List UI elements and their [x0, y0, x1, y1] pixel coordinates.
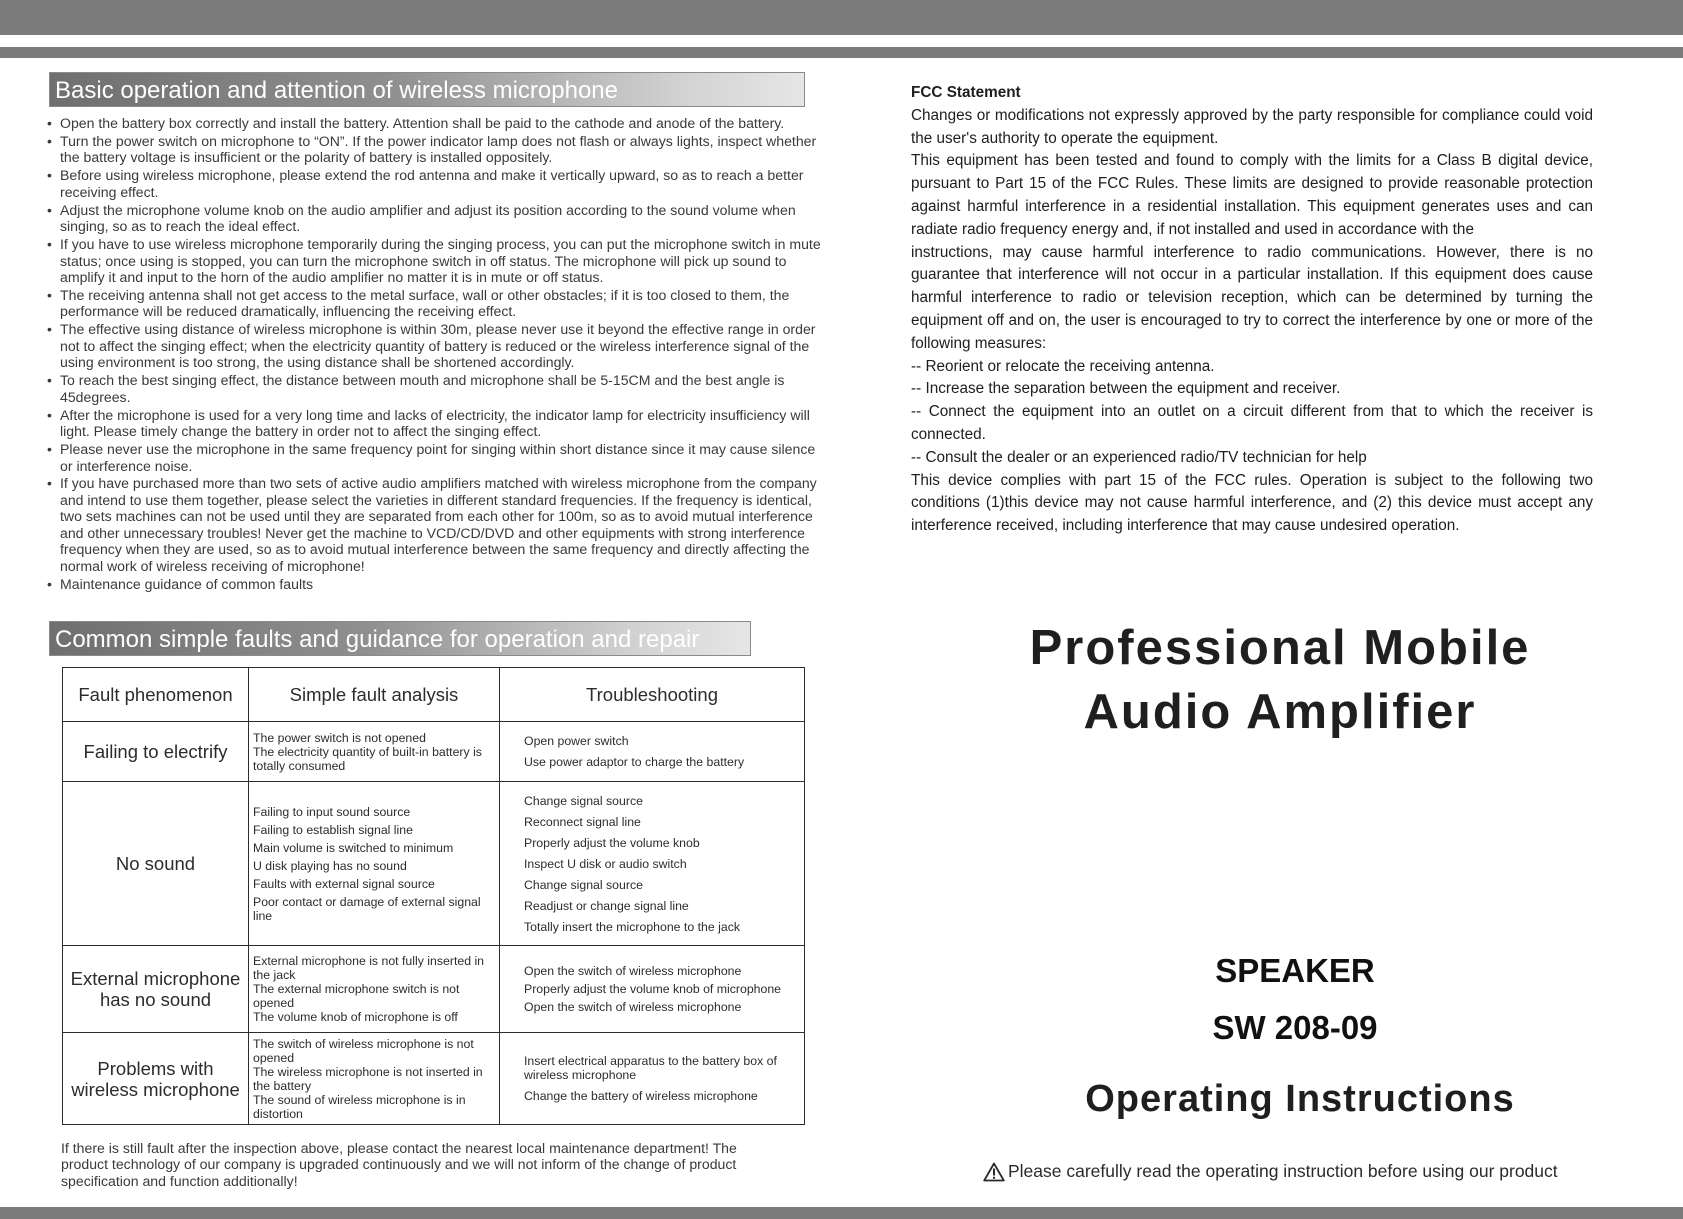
troubleshooting-line: Reconnect signal line	[524, 814, 641, 829]
section-heading-common-faults: Common simple faults and guidance for operation and repair	[49, 621, 751, 656]
bullet-item: • To reach the best singing effect, the distance between mouth and microphone shall be 5-15CM and the best angle is 45degrees.	[47, 372, 822, 405]
troubleshooting-cell	[500, 1033, 805, 1125]
bullet-item: • If you have to use wireless microphone temporarily during the singing process, you can put the microphone switch in mute status; once using is stopped, you can turn the microphone switch in off status. The microphone will pick up sound to amplify it and input to the horn of the audio amplifier no matter it is in mute or off status.	[47, 236, 822, 286]
maintenance-contact-note: If there is still fault after the inspection above, please contact the nearest local maintenance department! The product technology of our company is upgraded continuously and we will not inform of the change of product specification and function additionally!	[61, 1140, 737, 1189]
analysis-line: The switch of wireless microphone is not opened	[253, 1036, 474, 1065]
table-row	[63, 1033, 805, 1125]
troubleshooting-line: Change the battery of wireless microphone	[524, 1089, 758, 1103]
section-heading-basic-operation: Basic operation and attention of wireless microphone	[49, 72, 805, 107]
product-title-line-1: Professional Mobile	[1029, 621, 1531, 675]
fault-phenomenon-cell: Problems with wireless microphone	[63, 1033, 249, 1125]
operating-instructions-title: Operating Instructions	[1085, 1078, 1515, 1120]
fcc-paragraph: This equipment has been tested and found to comply with the limits for a Class B digital device, pursuant to Part 15 of the FCC Rules. These limits are designed to provide reasonable protection against harmful interference in a residential installation. This equipment generates uses and can radiate radio frequency energy and, if not installed and used in accordance with the	[911, 152, 1593, 238]
troubleshooting-line: Change signal source	[524, 793, 643, 808]
top-band	[0, 0, 1683, 35]
troubleshooting-line: Readjust or change signal line	[524, 898, 689, 913]
troubleshooting-line: Insert electrical apparatus to the battery box of wireless microphone	[524, 1054, 777, 1082]
fault-analysis-cell	[249, 946, 500, 1033]
fcc-paragraph: instructions, may cause harmful interference to radio communications. However, there is no guarantee that interference will not occur in a particular installation. If this equipment does cause harmful interference to radio or television reception, which can be determined by turning the equipment off and on, the user is encouraged to try to correct the interference by one or more of the following measures:	[911, 243, 1593, 352]
fault-table	[62, 667, 805, 1125]
table-row	[63, 722, 805, 782]
troubleshooting-line: Totally insert the microphone to the jack	[524, 919, 740, 934]
bottom-band	[0, 1207, 1683, 1219]
analysis-line: The power switch is not opened	[253, 730, 426, 745]
analysis-line: Poor contact or damage of external signal line	[253, 894, 481, 923]
fcc-paragraph: -- Connect the equipment into an outlet on a circuit different from that to which the receiver is connected.	[911, 403, 1593, 443]
bullet-item: • Please never use the microphone in the same frequency point for singing within short distance since it may cause silence or interference noise.	[47, 441, 822, 474]
troubleshooting-line: Open the switch of wireless microphone	[524, 964, 742, 978]
troubleshooting-line: Inspect U disk or audio switch	[524, 856, 687, 871]
fcc-paragraph: -- Consult the dealer or an experienced radio/TV technician for help	[911, 448, 1367, 466]
column-header: Fault phenomenon	[63, 668, 249, 722]
analysis-line: The sound of wireless microphone is in distortion	[253, 1092, 466, 1121]
analysis-line: Faults with external signal source	[253, 876, 435, 891]
bullet-item: • Open the battery box correctly and install the battery. Attention shall be paid to the cathode and anode of the battery.	[47, 115, 822, 132]
bullet-item: • Before using wireless microphone, please extend the rod antenna and make it vertically upward, so as to reach a better receiving effect.	[47, 167, 822, 200]
analysis-line: Main volume is switched to minimum	[253, 840, 454, 855]
operation-bullet-list	[47, 115, 822, 594]
bullet-item: • If you have purchased more than two sets of active audio amplifiers matched with wireless microphone from the company and intend to use them together, please select the varieties in different standard frequencies. If the frequency is identical, two sets machines can not be used until they are separated from each other for 100m, so as to avoid mutual interference and other unnecessary troubles! Never get the machine to VCD/CD/DVD and other equipments with strong interference frequency when they are used, so as to avoid mutual interference between the same frequency and directly affecting the normal work of wireless receiving of microphone!	[47, 475, 822, 574]
fcc-paragraph: This device complies with part 15 of the FCC rules. Operation is subject to the following two conditions (1)this device may not cause harmful interference, and (2) this device must accept any interference received, including interference that may cause undesired operation.	[911, 471, 1593, 535]
table-row	[63, 946, 805, 1033]
analysis-line: Failing to input sound source	[253, 804, 411, 819]
fault-analysis-cell	[249, 1033, 500, 1125]
fcc-paragraph: -- Reorient or relocate the receiving antenna.	[911, 357, 1215, 375]
table-header-row	[63, 668, 805, 722]
fcc-paragraph: Changes or modifications not expressly approved by the party responsible for compliance could void the user's authority to operate the equipment.	[911, 106, 1593, 147]
bullet-item: • Maintenance guidance of common faults	[47, 576, 822, 593]
troubleshooting-cell	[500, 782, 805, 946]
fcc-paragraph: -- Increase the separation between the equipment and receiver.	[911, 380, 1341, 398]
column-header: Simple fault analysis	[249, 668, 500, 722]
troubleshooting-line: Properly adjust the volume knob of microphone	[524, 982, 782, 996]
fault-analysis-cell	[249, 782, 500, 946]
fault-phenomenon-cell: No sound	[63, 782, 249, 946]
speaker-label: SPEAKER	[1215, 952, 1375, 989]
analysis-line: The wireless microphone is not inserted in the battery	[253, 1064, 483, 1093]
analysis-line: The electricity quantity of built-in battery is totally consumed	[253, 744, 482, 773]
model-number: SW 208-09	[1212, 1009, 1378, 1046]
troubleshooting-line: Change signal source	[524, 877, 643, 892]
analysis-line: U disk playing has no sound	[253, 858, 407, 873]
warning-triangle-icon	[983, 1162, 1005, 1182]
analysis-line: The volume knob of microphone is off	[253, 1010, 458, 1024]
fcc-title: FCC Statement	[911, 84, 1021, 101]
column-header: Troubleshooting	[500, 668, 805, 722]
troubleshooting-cell	[500, 946, 805, 1033]
analysis-line: External microphone is not fully inserted in the jack	[253, 954, 485, 982]
troubleshooting-line: Properly adjust the volume knob	[524, 835, 700, 850]
fault-phenomenon-cell: Failing to electrify	[63, 722, 249, 782]
bullet-item: • Adjust the microphone volume knob on the audio amplifier and adjust its position according to the sound volume when singing, so as to reach the ideal effect.	[47, 202, 822, 235]
top-rule	[0, 47, 1683, 58]
fcc-statement	[911, 82, 1593, 538]
troubleshooting-line: Use power adaptor to charge the battery	[524, 755, 745, 769]
warning-text: Please carefully read the operating instruction before using our product	[1008, 1161, 1558, 1181]
analysis-line: The external microphone switch is not opened	[253, 982, 460, 1010]
troubleshooting-line: Open power switch	[524, 734, 629, 748]
bullet-item: • After the microphone is used for a very long time and lacks of electricity, the indicator lamp for electricity insufficiency will light. Please timely change the battery in order not to affect the singing effect.	[47, 407, 822, 440]
bullet-item: • The effective using distance of wireless microphone is within 30m, please never use it beyond the effective range in order not to affect the singing effect; when the electricity quantity of battery is reduced or the wireless interference signal of the using environment is too strong, the using distance shall be shortened accordingly.	[47, 321, 822, 371]
troubleshooting-line: Open the switch of wireless microphone	[524, 1000, 742, 1014]
analysis-line: Failing to establish signal line	[253, 822, 413, 837]
table-row	[63, 782, 805, 946]
read-instructions-warning	[983, 1161, 1558, 1182]
bullet-item: • Turn the power switch on microphone to “ON”. If the power indicator lamp does not flash or always lights, inspect whether the battery voltage is insufficient or the polarity of battery is installed oppositely.	[47, 133, 822, 166]
fault-phenomenon-cell: External microphone has no sound	[63, 946, 249, 1033]
product-title-line-2: Audio Amplifier	[1083, 685, 1477, 739]
fault-analysis-cell	[249, 722, 500, 782]
bullet-item: • The receiving antenna shall not get access to the metal surface, wall or other obstacles; if it is too closed to them, the performance will be reduced dramatically, influencing the receiving effect.	[47, 287, 822, 320]
troubleshooting-cell	[500, 722, 805, 782]
